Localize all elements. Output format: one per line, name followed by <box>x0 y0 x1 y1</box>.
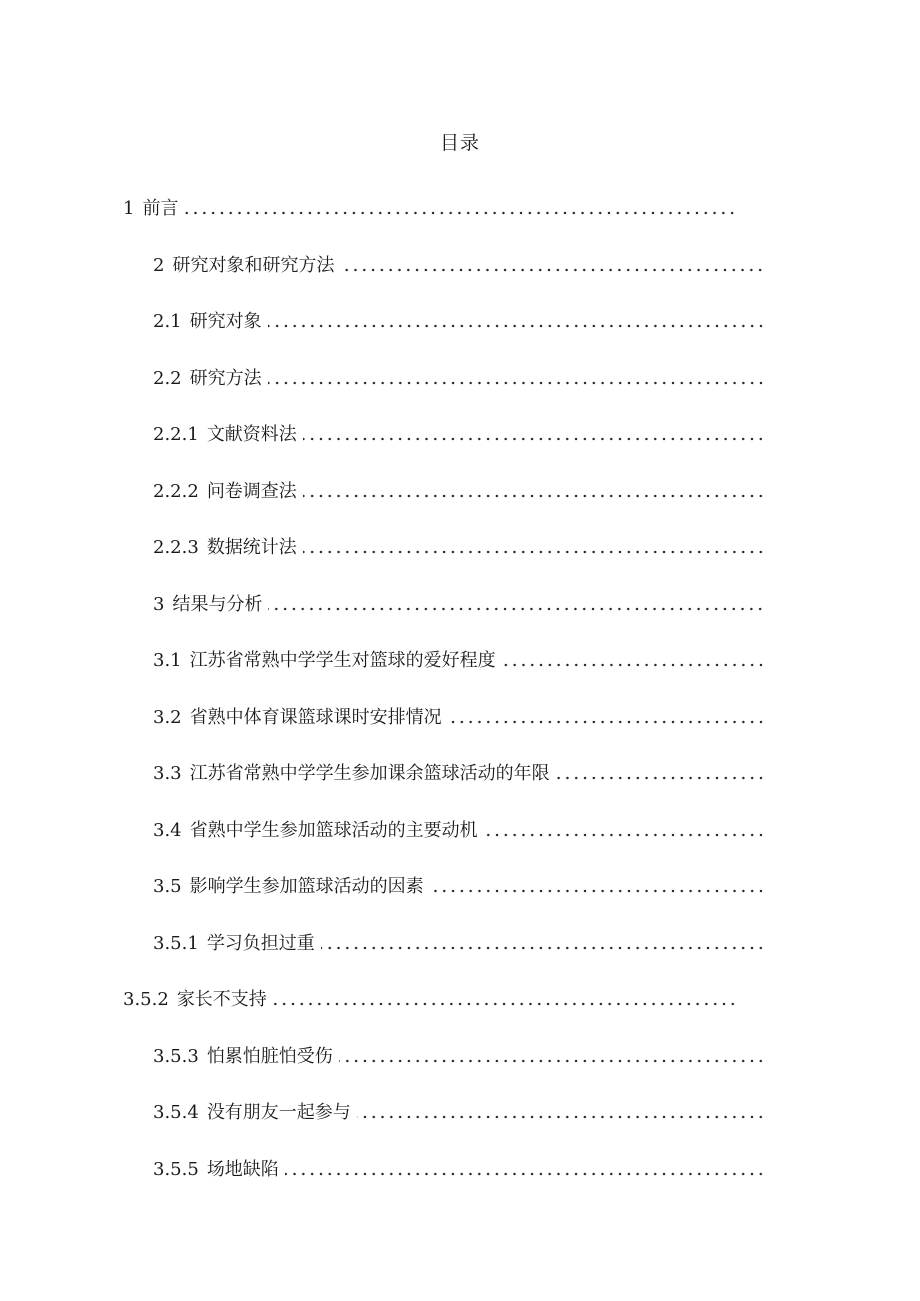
dot-leader <box>357 1114 765 1120</box>
dot-leader <box>340 267 765 273</box>
toc-entry-number: 3.5.1 <box>153 933 199 954</box>
toc-entry[interactable] <box>153 1100 765 1126</box>
dot-leader <box>268 606 765 612</box>
toc-title: 目录 <box>439 132 480 154</box>
dot-leader <box>339 1058 765 1064</box>
toc-entry-text: 学习负担过重 <box>206 933 315 954</box>
dot-leader <box>268 380 765 386</box>
dot-leader <box>273 1001 737 1007</box>
toc-entry[interactable] <box>153 931 765 957</box>
toc-entry[interactable] <box>153 1157 765 1183</box>
dot-leader <box>285 1171 765 1177</box>
toc-entry[interactable] <box>153 535 765 561</box>
toc-entry-number: 2 <box>153 255 165 276</box>
toc-entry-text: 江苏省常熟中学学生对篮球的爱好程度 <box>189 650 496 671</box>
dot-leader <box>556 775 765 781</box>
toc-entry-number: 3 <box>153 594 165 615</box>
toc-entry[interactable] <box>153 309 765 335</box>
toc-entry-number: 1 <box>123 198 135 219</box>
toc-entry[interactable] <box>153 366 765 392</box>
toc-entry-number: 3.5.3 <box>153 1046 199 1067</box>
toc-entry-number: 3.3 <box>153 763 182 784</box>
toc-entry-text: 文献资料法 <box>206 424 297 445</box>
toc-entry-number: 3.5.5 <box>153 1159 199 1180</box>
dot-leader <box>430 888 765 894</box>
toc-entry-text: 省熟中体育课篮球课时安排情况 <box>189 707 442 728</box>
toc-entry-text: 省熟中学生参加篮球活动的主要动机 <box>189 820 478 841</box>
toc-entry[interactable] <box>153 422 765 448</box>
toc-entry[interactable] <box>153 1044 765 1070</box>
toc-entry-text: 没有朋友一起参与 <box>206 1102 351 1123</box>
dot-leader <box>484 832 765 838</box>
toc-entry-text: 影响学生参加篮球活动的因素 <box>189 876 424 897</box>
toc-entry[interactable] <box>153 479 765 505</box>
toc-entry-text: 数据统计法 <box>206 537 297 558</box>
toc-entry[interactable] <box>153 761 765 787</box>
toc-entry-text: 场地缺陷 <box>206 1159 279 1180</box>
toc-entry-number: 3.5.4 <box>153 1102 199 1123</box>
toc-entry[interactable] <box>153 818 765 844</box>
dot-leader <box>448 719 765 725</box>
toc-entry-text: 研究对象 <box>189 311 262 332</box>
toc-entry-text: 问卷调查法 <box>206 481 297 502</box>
toc-entry-number: 3.4 <box>153 820 182 841</box>
toc-entry[interactable] <box>153 874 765 900</box>
toc-entry-text: 家长不支持 <box>176 989 267 1010</box>
toc-entry-text: 前言 <box>142 198 179 219</box>
toc-entry-number: 3.1 <box>153 650 182 671</box>
toc-entry-text: 江苏省常熟中学学生参加课余篮球活动的年限 <box>189 763 550 784</box>
toc-entry-number: 2.1 <box>153 311 182 332</box>
toc-entry-number: 2.2.3 <box>153 537 199 558</box>
toc-entry-number: 3.2 <box>153 707 182 728</box>
toc-entry-text: 怕累怕脏怕受伤 <box>206 1046 333 1067</box>
dot-leader <box>184 210 737 216</box>
toc-entry[interactable] <box>153 592 765 618</box>
toc-entry[interactable] <box>153 705 765 731</box>
dot-leader <box>303 549 765 555</box>
toc-entry-number: 3.5.2 <box>123 989 169 1010</box>
toc-entry-number: 3.5 <box>153 876 182 897</box>
toc-entry-text: 研究方法 <box>189 368 262 389</box>
toc-entry-number: 2.2.1 <box>153 424 199 445</box>
toc-entry[interactable] <box>153 648 765 674</box>
toc-entry-text: 研究对象和研究方法 <box>172 255 335 276</box>
toc-entry-text: 结果与分析 <box>172 594 263 615</box>
dot-leader <box>321 945 765 951</box>
toc-entry[interactable] <box>153 253 765 279</box>
dot-leader <box>268 323 765 329</box>
dot-leader <box>303 436 765 442</box>
toc-entry[interactable] <box>123 987 737 1013</box>
dot-leader <box>502 662 765 668</box>
toc-entry[interactable] <box>123 196 737 222</box>
toc-entry-number: 2.2.2 <box>153 481 199 502</box>
toc-entry-number: 2.2 <box>153 368 182 389</box>
dot-leader <box>303 493 765 499</box>
